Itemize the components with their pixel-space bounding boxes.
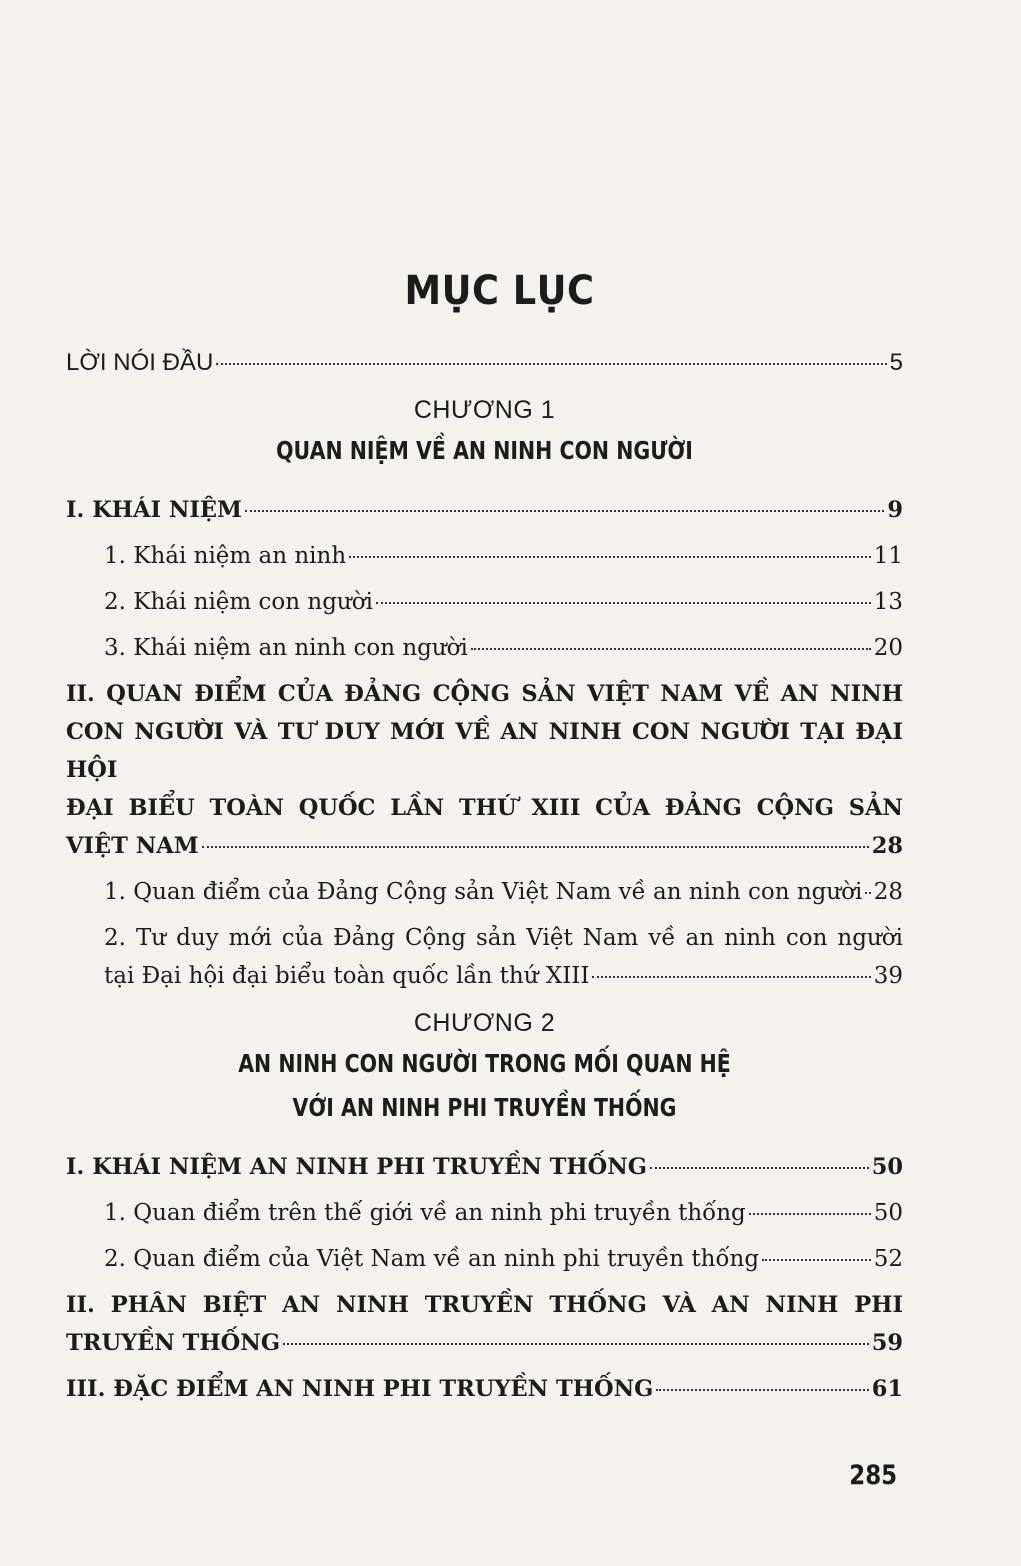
toc-entry-c2-s1-i1 <box>66 1194 903 1232</box>
entry-label: 3. Khái niệm an ninh con người <box>104 635 468 661</box>
toc-entry-c1-s1-i3 <box>66 629 903 667</box>
entry-page: 50 <box>871 1154 903 1180</box>
entry-last-line <box>104 957 903 995</box>
entry-label: III. ĐẶC ĐIỂM AN NINH PHI TRUYỀN THỐNG <box>66 1376 654 1402</box>
entry-label: 2. Quan điểm của Việt Nam về an ninh phi truyền thống <box>104 1246 760 1272</box>
entry-label: I. KHÁI NIỆM <box>66 497 242 523</box>
entry-label: TRUYỀN THỐNG <box>66 1330 281 1356</box>
toc-entry-c1-s1-i2 <box>66 583 903 621</box>
entry-label: 1. Quan điểm trên thế giới về an ninh phi truyền thống <box>104 1200 746 1226</box>
toc-entry-c2-s3 <box>66 1370 903 1408</box>
chapter-1-title: QUAN NIỆM VỀ AN NINH CON NGƯỜI <box>276 436 693 465</box>
entry-page: 28 <box>871 833 903 859</box>
dot-leader <box>283 1342 869 1345</box>
entry-label: 1. Quan điểm của Đảng Cộng sản Việt Nam về an ninh con người <box>104 879 863 905</box>
chapter-2-title-line-1: AN NINH CON NGƯỜI TRONG MỐI QUAN HỆ <box>238 1049 731 1078</box>
toc-entry-c2-s1-i2 <box>66 1240 903 1278</box>
toc-entry-c1-s2 <box>66 675 903 865</box>
entry-page: 52 <box>873 1246 903 1272</box>
entry-label: tại Đại hội đại biểu toàn quốc lần thứ XIII <box>104 963 590 989</box>
toc-entry-c1-s1-i1 <box>66 537 903 575</box>
entry-line: CON NGƯỜI VÀ TƯ DUY MỚI VỀ AN NINH CON NGƯỜI TẠI ĐẠI HỘI <box>66 719 903 783</box>
dot-leader <box>650 1166 869 1169</box>
entry-last-line <box>66 827 903 865</box>
dot-leader <box>749 1212 871 1215</box>
toc-entry-c1-s2-i1 <box>66 873 903 911</box>
entry-page: 5 <box>889 349 903 376</box>
page-number: 285 <box>848 1460 897 1491</box>
entry-line: II. QUAN ĐIỂM CỦA ĐẢNG CỘNG SẢN VIỆT NAM VỀ AN NINH <box>66 681 903 707</box>
chapter-1-number: CHƯƠNG 1 <box>413 396 556 424</box>
dot-leader <box>656 1388 868 1391</box>
dot-leader <box>471 647 871 650</box>
entry-page: 11 <box>873 543 903 569</box>
entry-page: 39 <box>873 963 903 989</box>
toc-entry-c2-s1 <box>66 1148 903 1186</box>
entry-page: 28 <box>873 879 903 905</box>
toc-title: MỤC LỤC <box>404 268 595 314</box>
chapter-2-number: CHƯƠNG 2 <box>413 1009 556 1037</box>
dot-leader <box>202 845 869 848</box>
entry-label: LỜI NÓI ĐẦU <box>66 349 214 376</box>
entry-last-line <box>66 1324 903 1362</box>
entry-label: 1. Khái niệm an ninh <box>104 543 347 569</box>
dot-leader <box>245 509 884 512</box>
chapter-2-title <box>141 1042 827 1130</box>
entry-label: I. KHÁI NIỆM AN NINH PHI TRUYỀN THỐNG <box>66 1154 648 1180</box>
entry-line: ĐẠI BIỂU TOÀN QUỐC LẦN THỨ XIII CỦA ĐẢNG CỘNG SẢN <box>66 795 903 821</box>
entry-page: 50 <box>873 1200 903 1226</box>
entry-page: 13 <box>873 589 903 615</box>
entry-page: 20 <box>873 635 903 661</box>
dot-leader <box>865 891 870 894</box>
dot-leader <box>216 362 886 365</box>
entry-label: VIỆT NAM <box>66 833 199 859</box>
entry-line: 2. Tư duy mới của Đảng Cộng sản Việt Nam về an ninh con người <box>104 925 903 951</box>
entry-page: 9 <box>887 497 903 523</box>
entry-page: 61 <box>871 1376 903 1402</box>
dot-leader <box>376 601 871 604</box>
dot-leader <box>349 555 871 558</box>
dot-leader <box>592 975 870 978</box>
toc-entry-preface <box>66 344 903 382</box>
entry-line: II. PHÂN BIỆT AN NINH TRUYỀN THỐNG VÀ AN NINH PHI <box>66 1292 903 1318</box>
dot-leader <box>762 1258 871 1261</box>
toc-entry-c2-s2 <box>66 1286 903 1362</box>
toc-entry-c1-s1 <box>66 491 903 529</box>
entry-label: 2. Khái niệm con người <box>104 589 373 615</box>
toc-entry-c1-s2-i2 <box>66 919 903 995</box>
chapter-2-title-line-2: VỚI AN NINH PHI TRUYỀN THỐNG <box>292 1093 677 1122</box>
entry-page: 59 <box>871 1330 903 1356</box>
